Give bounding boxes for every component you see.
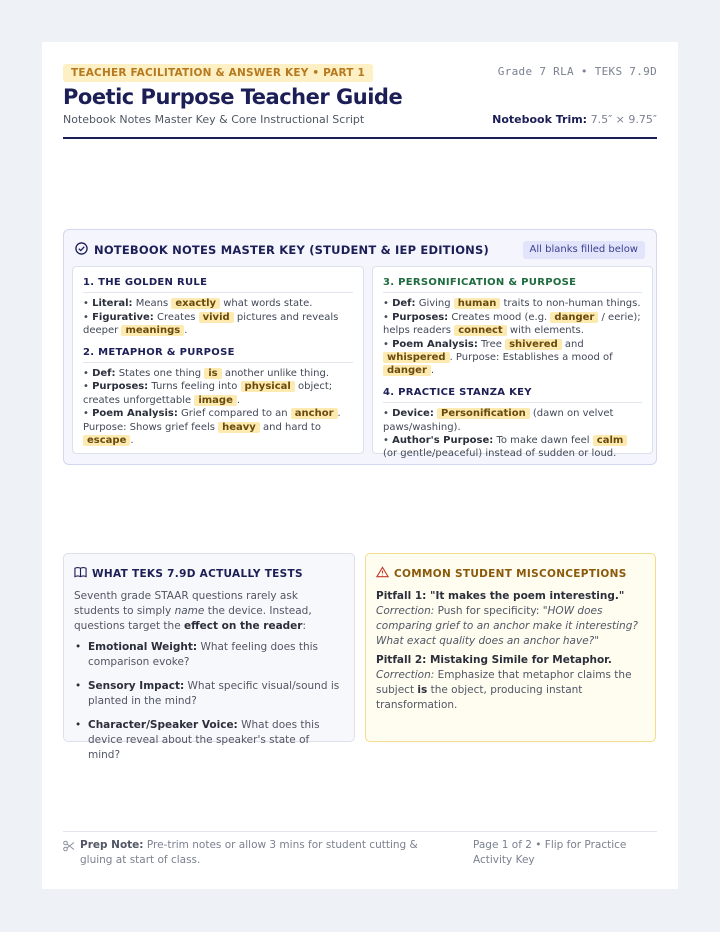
answer-highlight: human <box>454 298 501 309</box>
page-title: Poetic Purpose Teacher Guide <box>63 85 403 109</box>
blanks-badge: All blanks filled below <box>523 241 645 259</box>
teks-heading: WHAT TEKS 7.9D ACTUALLY TESTS <box>74 566 344 583</box>
trim-label: Notebook Trim: <box>492 113 588 126</box>
misconceptions-heading: COMMON STUDENT MISCONCEPTIONS <box>376 566 645 583</box>
notes-column-right <box>372 266 653 460</box>
note-line: • Poem Analysis: Tree shivered and whispered . Purpose: Establishes a mood of danger . <box>383 338 613 377</box>
answer-highlight: physical <box>241 381 295 392</box>
note-line: • Figurative: Creates vivid pictures and reveals deeper meanings . <box>83 311 339 337</box>
answer-highlight: anchor <box>291 408 338 419</box>
section-heading: 1. THE GOLDEN RULE <box>83 276 353 293</box>
master-key-panel <box>63 229 657 465</box>
teks-list <box>74 640 344 763</box>
section-heading: 4. PRACTICE STANZA KEY <box>383 386 642 403</box>
check-circle-icon <box>75 242 88 258</box>
prep-note: Prep Note: Pre-trim notes or allow 3 mins for student cutting & gluing at start of class. <box>63 838 453 868</box>
answer-highlight: escape <box>83 435 130 446</box>
note-line: • Poem Analysis: Grief compared to an anchor . Purpose: Shows grief feels heavy and hard to escape . <box>83 408 341 447</box>
answer-highlight: danger <box>550 312 598 323</box>
teks-intro: Seventh grade STAAR questions rarely ask students to simply name the device. Instead, questions target the effect on the reader: <box>74 590 312 632</box>
list-item: • Emotional Weight: What feeling does this comparison evoke? <box>74 640 344 670</box>
note-line: • Def: States one thing is another unlike thing. <box>83 368 330 380</box>
page-indicator: Page 1 of 2 • Flip for Practice Activity Key <box>473 839 627 866</box>
book-open-icon <box>74 566 87 583</box>
note-line: • Device: Personification (dawn on velvet paws/washing). <box>383 408 614 433</box>
answer-highlight: meanings <box>121 325 184 336</box>
section-heading: 3. PERSONIFICATION & PURPOSE <box>383 276 642 293</box>
guide-page <box>42 42 678 889</box>
master-key-title: NOTEBOOK NOTES MASTER KEY (STUDENT & IEP EDITIONS) <box>94 243 489 257</box>
answer-highlight: whispered <box>383 352 450 363</box>
pitfall-correction: Correction: Emphasize that metaphor claims the subject is the object, producing instant transformation. <box>376 669 632 711</box>
answer-highlight: vivid <box>199 312 234 323</box>
note-line: • Purposes: Turns feeling into physical object; creates unforgettable image . <box>83 381 333 406</box>
misconceptions-card <box>365 553 656 742</box>
note-line: • Def: Giving human traits to non-human things. <box>383 298 641 310</box>
list-item: • Sensory Impact: What specific visual/sound is planted in the mind? <box>74 679 344 709</box>
pitfall-title: Pitfall 1: "It makes the poem interesting." <box>376 590 625 602</box>
answer-highlight: exactly <box>171 298 220 309</box>
note-line: • Purposes: Creates mood (e.g. danger / eerie); helps readers connect with elements. <box>383 311 641 337</box>
answer-highlight: Personification <box>437 408 530 419</box>
footer-rule <box>63 831 657 832</box>
answer-highlight: is <box>204 368 221 379</box>
header-rule <box>63 137 657 139</box>
answer-highlight: heavy <box>218 422 260 433</box>
page-subtitle: Notebook Notes Master Key & Core Instructional Script <box>63 113 365 126</box>
notes-column-left <box>72 266 364 454</box>
answer-highlight: image <box>194 395 237 406</box>
pitfall-title: Pitfall 2: Mistaking Simile for Metaphor. <box>376 654 612 666</box>
note-line: • Literal: Means exactly what words state. <box>83 298 313 310</box>
answer-highlight: shivered <box>505 339 562 350</box>
master-key-heading <box>75 242 489 258</box>
answer-highlight: danger <box>383 365 431 376</box>
section-heading: 2. METAPHOR & PURPOSE <box>83 346 353 363</box>
pitfall-correction: Correction: Push for specificity: "HOW does comparing grief to an anchor make it interesting? What exact quality does an anchor have?" <box>376 605 638 647</box>
answer-highlight: calm <box>593 435 628 446</box>
scissors-icon <box>63 838 75 868</box>
answer-highlight: connect <box>454 325 507 336</box>
warning-triangle-icon <box>376 566 389 583</box>
list-item: • Character/Speaker Voice: What does this device reveal about the speaker's state of mind? <box>74 718 344 763</box>
trim-value: 7.5″ × 9.75″ <box>590 113 657 126</box>
teks-card <box>63 553 355 761</box>
grade-label: Grade 7 RLA • TEKS 7.9D <box>497 65 657 78</box>
section-tag: TEACHER FACILITATION & ANSWER KEY • PART 1 <box>63 64 373 82</box>
notebook-trim <box>492 113 657 126</box>
note-line: • Author's Purpose: To make dawn feel calm (or gentle/peaceful) instead of sudden or loud. <box>383 434 642 461</box>
